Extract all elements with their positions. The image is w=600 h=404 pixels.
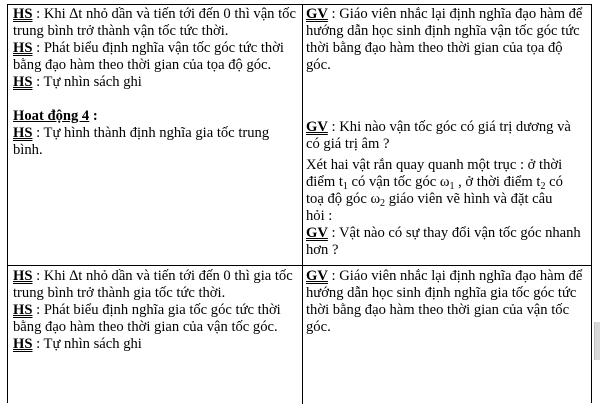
teacher-tag: GV <box>306 225 328 241</box>
teacher-paragraph <box>306 268 587 336</box>
teacher-tag: GV <box>306 268 328 284</box>
subscript: 1 <box>342 181 348 192</box>
description-text: có vận tốc góc ω <box>347 174 450 190</box>
activity-title: Hoat động 4 <box>13 108 90 124</box>
description-text: toạ độ góc ω <box>306 191 381 207</box>
teacher-paragraph <box>306 225 587 259</box>
description-text: giáo viên vẽ hình và đặt câu <box>385 191 553 207</box>
teacher-tag: GV <box>306 6 328 22</box>
student-text: : Tự nhìn sách ghi <box>32 74 142 90</box>
row-divider <box>8 265 591 266</box>
student-text: : Phát biểu định nghĩa gia tốc góc tức thời bằng đạo hàm theo thời gian của vận tốc góc. <box>13 302 281 335</box>
student-paragraph <box>13 125 298 159</box>
subscript: 2 <box>380 198 386 209</box>
student-paragraph <box>13 268 298 302</box>
teacher-tag: GV <box>306 119 328 135</box>
description-text: điểm t <box>306 174 343 190</box>
left-bottom-cell <box>13 268 298 353</box>
lesson-table <box>7 4 592 403</box>
description-text: có <box>545 174 563 190</box>
left-top-cell <box>13 6 298 159</box>
teacher-text: : Vật nào có sự thay đổi vận tốc góc nhanh hơn ? <box>306 225 581 258</box>
right-mid-cell <box>306 119 587 259</box>
right-top-cell <box>306 6 587 74</box>
teacher-text: : Giáo viên nhắc lại định nghĩa đạo hàm để hướng dẫn học sinh định nghĩa vận tốc góc tức thời bằng đạo hàm theo thời gian của tọa độ góc. <box>306 6 583 73</box>
student-paragraph <box>13 74 298 91</box>
subscript: 2 <box>540 181 546 192</box>
column-divider <box>302 5 303 404</box>
student-paragraph <box>13 40 298 74</box>
teacher-text: : Giáo viên nhắc lại định nghĩa đạo hàm để hướng dẫn học sinh định nghĩa gia tốc góc tức thời bằng đạo hàm theo thời gian của vận tốc góc. <box>306 268 583 335</box>
student-text: : Tự nhìn sách ghi <box>32 336 142 352</box>
subscript: 1 <box>449 181 455 192</box>
description-text: , ở thời điểm t <box>454 174 541 190</box>
activity-heading <box>13 108 298 125</box>
student-text: : Tự hình thành định nghĩa gia tốc trung bình. <box>13 125 270 158</box>
student-tag: HS <box>13 40 33 56</box>
student-text: : Khi ∆t nhỏ dần và tiến tới đến 0 thì gia tốc trung bình trở thành gia tốc tức thời. <box>13 268 293 301</box>
student-tag: HS <box>13 74 33 90</box>
teacher-paragraph <box>306 6 587 74</box>
student-tag: HS <box>13 302 33 318</box>
description-line: Xét hai vật rắn quay quanh một trục : ở thời <box>306 157 563 173</box>
student-paragraph <box>13 6 298 40</box>
student-tag: HS <box>13 336 33 352</box>
teacher-text: : Khi nào vận tốc góc có giá trị dương và có giá trị âm ? <box>306 119 571 152</box>
vertical-scrollbar[interactable] <box>594 322 600 360</box>
student-paragraph <box>13 302 298 336</box>
right-bottom-cell <box>306 268 587 336</box>
student-tag: HS <box>13 125 33 141</box>
student-text: : Khi ∆t nhỏ dần và tiến tới đến 0 thì vận tốc trung bình trở thành vận tốc tức thời. <box>13 6 296 39</box>
student-paragraph <box>13 336 298 353</box>
teacher-description <box>306 157 587 225</box>
teacher-paragraph <box>306 119 587 153</box>
student-tag: HS <box>13 6 33 22</box>
description-line: hỏi : <box>306 208 333 224</box>
activity-suffix: : <box>89 108 98 124</box>
student-text: : Phát biểu định nghĩa vận tốc góc tức thời bằng đạo hàm theo thời gian của tọa độ góc. <box>13 40 284 73</box>
student-tag: HS <box>13 268 33 284</box>
